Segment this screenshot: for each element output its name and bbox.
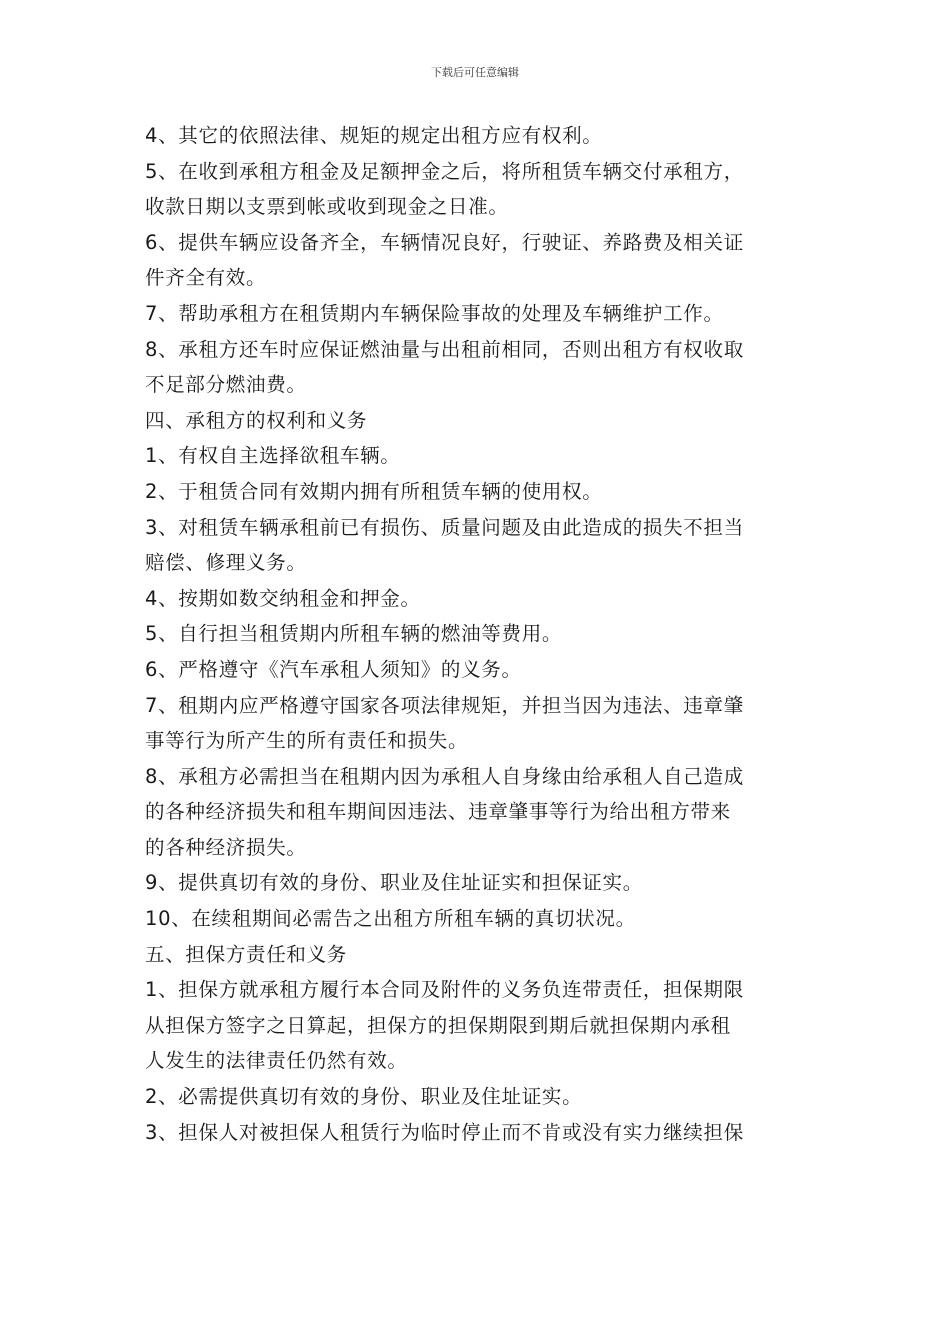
text-line: 6、提供车辆应设备齐全，车辆情况良好，行驶证、养路费及相关证	[145, 230, 744, 254]
text-line: 收款日期以支票到帐或收到现金之日准。	[145, 195, 509, 219]
text-line: 件齐全有效。	[145, 266, 267, 290]
text-line: 6、严格遵守《汽车承租人须知》的义务。	[145, 657, 522, 681]
text-line: 1、有权自主选择欲租车辆。	[145, 444, 401, 468]
text-line: 7、帮助承租方在租赁期内车辆保险事故的处理及车辆维护工作。	[145, 301, 724, 325]
text-line: 的各种经济损失。	[145, 835, 307, 859]
text-line: 从担保方签字之日算起，担保方的担保期限到期后就担保期内承租	[145, 1013, 731, 1037]
text-line: 4、其它的依照法律、规矩的规定出租方应有权利。	[145, 124, 603, 147]
text-line: 4、按期如数交纳租金和押金。	[145, 586, 421, 610]
text-line: 7、租期内应严格遵守国家各项法律规矩，并担当因为违法、违章肇	[145, 693, 744, 717]
text-line: 1、担保方就承租方履行本合同及附件的义务负连带责任，担保期限	[145, 978, 744, 1002]
text-line: 5、在收到承租方租金及足额押金之后，将所租赁车辆交付承租方，	[145, 159, 744, 183]
header-note: 下载后可任意编辑	[431, 66, 519, 79]
section-heading: 四、承租方的权利和义务	[145, 408, 368, 432]
text-line: 赔偿、修理义务。	[145, 551, 307, 575]
text-line: 事等行为所产生的所有责任和损失。	[145, 729, 469, 753]
section-heading: 五、担保方责任和义务	[145, 942, 348, 966]
text-line: 的各种经济损失和租车期间因违法、违章肇事等行为给出租方带来	[145, 800, 731, 824]
text-line: 9、提供真切有效的身份、职业及住址证实和担保证实。	[145, 871, 643, 895]
document-body	[145, 118, 810, 1150]
text-line: 2、必需提供真切有效的身份、职业及住址证实。	[145, 1085, 583, 1109]
text-line: 10、在续租期间必需告之出租方所租车辆的真切状况。	[145, 907, 636, 931]
text-line: 3、担保人对被担保人租赁行为临时停止而不肯或没有实力继续担保	[145, 1120, 744, 1144]
text-line: 3、对租赁车辆承租前已有损伤、质量问题及由此造成的损失不担当	[145, 515, 744, 539]
text-line: 8、承租方还车时应保证燃油量与出租前相同，否则出租方有权收取	[145, 337, 744, 361]
text-line: 2、于租赁合同有效期内拥有所租赁车辆的使用权。	[145, 479, 603, 503]
text-line: 8、承租方必需担当在租期内因为承租人自身缘由给承租人自己造成	[145, 764, 744, 788]
text-line: 人发生的法律责任仍然有效。	[145, 1049, 408, 1073]
text-line: 不足部分燃油费。	[145, 373, 307, 397]
text-line: 5、自行担当租赁期内所租车辆的燃油等费用。	[145, 622, 563, 646]
